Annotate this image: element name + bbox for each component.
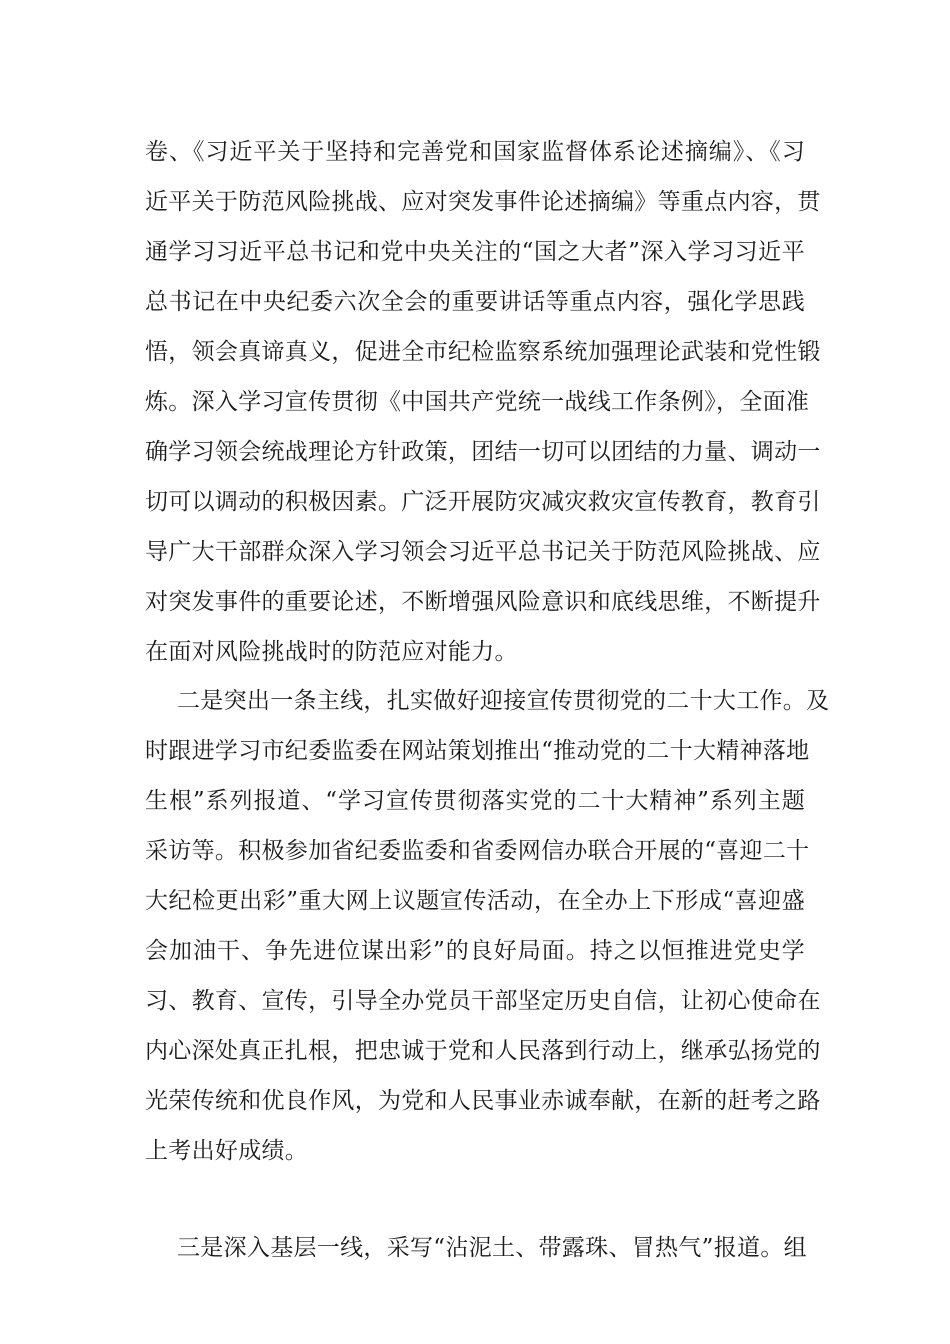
paragraph-study-content [145, 127, 821, 677]
text-line: 生根”系列报道、“学习宣传贯彻落实党的二十大精神”系列主题 [145, 788, 805, 814]
text-line: 习、教育、宣传，引导全办党员干部坚定历史自信，让初心使命在 [145, 988, 821, 1014]
paragraph-main-line [145, 676, 830, 1176]
text-line: 近平关于防范风险挑战、应对突发事件论述摘编》等重点内容，贯 [145, 189, 821, 215]
text-line: 大纪检更出彩”重大网上议题宣传活动，在全办上下形成“喜迎盛 [145, 888, 805, 914]
text-line: 悟，领会真谛真义，促进全市纪检监察系统加强理论武装和党性锻 [145, 339, 821, 365]
text-line: 炼。深入学习宣传贯彻《中国共产党统一战线工作条例》，全面准 [145, 389, 810, 415]
text-line: 在面对风险挑战时的防范应对能力。 [145, 639, 518, 665]
text-line: 上考出好成绩。 [145, 1138, 309, 1164]
text-line: 总书记在中央纪委六次全会的重要讲话等重点内容，强化学思践 [145, 289, 805, 315]
text-line: 内心深处真正扎根，把忠诚于党和人民落到行动上，继承弘扬党的 [145, 1038, 821, 1064]
text-line: 会加油干、争先进位谋出彩”的良好局面。持之以恒推进党史学 [145, 938, 805, 964]
paragraph-grassroots [145, 1223, 805, 1273]
text-line: 通学习习近平总书记和党中央关注的“国之大者”深入学习习近平 [145, 239, 805, 265]
text-line: 对突发事件的重要论述，不断增强风险意识和底线思维，不断提升 [145, 589, 821, 615]
text-line: 切可以调动的积极因素。广泛开展防灾减灾救灾宣传教育，教育引 [145, 489, 821, 515]
text-line: 二是突出一条主线，扎实做好迎接宣传贯彻党的二十大工作。及 [177, 688, 830, 714]
text-line: 时跟进学习市纪委监委在网站策划推出“推动党的二十大精神落地 [145, 738, 810, 764]
text-line: 光荣传统和优良作风，为党和人民事业赤诚奉献，在新的赶考之路 [145, 1088, 821, 1114]
text-line: 导广大干部群众深入学习领会习近平总书记关于防范风险挑战、应 [145, 539, 821, 565]
text-line: 三是深入基层一线，采写“沾泥土、带露珠、冒热气”报道。组 [177, 1235, 807, 1261]
text-line: 确学习领会统战理论方针政策，团结一切可以团结的力量、调动一 [145, 439, 821, 465]
text-line: 采访等。积极参加省纪委监委和省委网信办联合开展的“喜迎二十 [145, 838, 810, 864]
text-line: 卷、《习近平关于坚持和完善党和国家监督体系论述摘编》、《习 [145, 139, 805, 165]
